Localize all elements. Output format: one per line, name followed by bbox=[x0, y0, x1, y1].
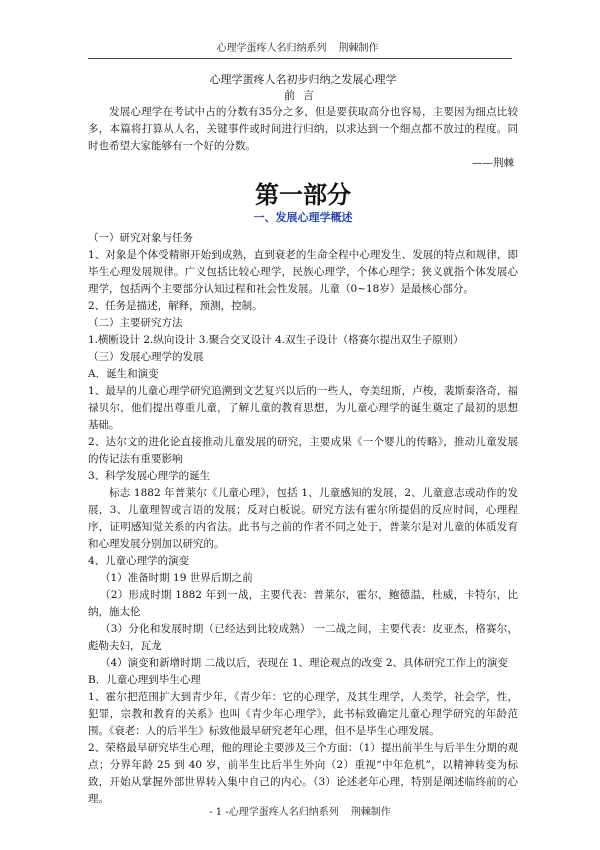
list-item-preparation: （1）准备时期 19 世界后期之前 bbox=[100, 572, 253, 584]
preface-paragraph: 发展心理学在考试中占的分数有35分之多，但是要获取高分也容易，主要因为细点比较多，本篇将打算从人名，关键事件或时间进行归纳，以求达到一个细点都不放过的程度。同时也希望大家能够有一个好的分数。 bbox=[88, 106, 518, 152]
header-divider bbox=[88, 58, 512, 59]
page-number: - 1 - bbox=[209, 807, 229, 818]
preface-signature: ——荆棘 bbox=[472, 157, 514, 169]
section-title: 一、发展心理学概述 bbox=[253, 211, 353, 224]
document-body bbox=[88, 70, 518, 808]
header-author: 荆棘制作 bbox=[338, 43, 379, 54]
paragraph-darwin: 2、达尔文的进化论直接推动儿童发展的研究，主要成果《一个婴儿的传略》，推动儿童发展的传记法有重要影响 bbox=[88, 436, 518, 465]
footer-series: 心理学蛋疼人名归纳系列 bbox=[228, 807, 339, 818]
part-title: 第一部分 bbox=[255, 181, 351, 209]
paragraph-jung: 2、荣格最早研究毕生心理，他的理论主要涉及三个方面：（1）提出前半生与后半生分期的观点；分界年龄 25 到 40 岁，前半生比后半生外向（2）重视“中年危机”，以精神转变为标致，开始从掌握外部世界转入集中自己的内心。（3）论述老年心理，特别是阐述临终前的心理。 bbox=[88, 742, 518, 805]
page-footer bbox=[0, 806, 600, 820]
paragraph-hall: 1、霍尔把范围扩大到青少年，《青少年：它的心理学，及其生理学，人类学，社会学，性，犯罪，宗教和教育的关系》也叫《青少年心理学》，此书标致确定儿童心理学研究的年龄范围。《衰老：人的后半生》标致他最早研究老年心理，但不是毕生心理发展。 bbox=[88, 691, 518, 737]
subheading-history: （三）发展心理学的发展 bbox=[88, 351, 204, 363]
heading-scientific-birth: 3、科学发展心理学的诞生 bbox=[88, 470, 211, 482]
heading-lifespan: B．儿童心理到毕生心理 bbox=[88, 674, 201, 686]
footer-author: 荆棘制作 bbox=[350, 807, 391, 818]
list-item-differentiation: （3）分化和发展时期（已经达到比较成熟） 一二战之间，主要代表：皮亚杰，格赛尔，彪勒夫妇，瓦龙 bbox=[88, 623, 518, 652]
running-header bbox=[90, 42, 505, 56]
subheading-methods: （二）主要研究方法 bbox=[88, 317, 183, 329]
heading-birth-evolution: A．诞生和演变 bbox=[88, 368, 159, 380]
paragraph-renaissance: 1、最早的儿童心理学研究追溯到文艺复兴以后的一些人，夸美纽斯，卢梭，裴斯泰洛奇，福禄贝尔，他们提出尊重儿童，了解儿童的教育思想，为儿童心理学的诞生奠定了最初的思想基础。 bbox=[88, 385, 518, 431]
paragraph-object: 1、对象是个体受精卵开始到成熟，直到衰老的生命全程中心理发生、发展的特点和规律，即毕生心理发展规律。广义包括比较心理学，民族心理学，个体心理学；狭义就指个体发展心理学，包括两个主要部分认知过程和社会性发展。儿童（0~18岁）是最核心部分。 bbox=[88, 249, 518, 295]
heading-evolution: 4、儿童心理学的演变 bbox=[88, 555, 190, 567]
document-title: 心理学蛋疼人名初步归纳之发展心理学 bbox=[209, 73, 397, 86]
list-item-formation: （2）形成时期 1882 年到一战，主要代表：普莱尔，霍尔，鲍德温，杜威，卡特尔，比纳，施太伦 bbox=[88, 589, 518, 618]
subheading-research-object: （一）研究对象与任务 bbox=[88, 232, 193, 244]
preface-heading: 前言 bbox=[284, 89, 322, 102]
header-series: 心理学蛋疼人名归纳系列 bbox=[216, 43, 327, 54]
paragraph-preyer: 标志 1882 年普莱尔《儿童心理》，包括 1、儿童感知的发展，2、儿童意志或动作的发展，3、儿童理智或言语的发展；反对白板说。研究方法有霍尔所提倡的反应时间，心理程序，证明感知觉关系的内省法。此书与之前的作者不同之处于，普莱尔是对儿童的体质发育和心理发展分别加以研究的。 bbox=[88, 487, 518, 550]
paragraph-task: 2、任务是描述，解释，预测，控制。 bbox=[88, 300, 263, 312]
list-item-new-period: （4）演变和新增时期 二战以后，表现在 1、理论观点的改变 2、具体研究工作上的演变 bbox=[100, 657, 509, 669]
paragraph-methods: 1.横断设计 2.纵向设计 3.聚合交叉设计 4.双生子设计（格赛尔提出双生子原则） bbox=[88, 334, 464, 346]
